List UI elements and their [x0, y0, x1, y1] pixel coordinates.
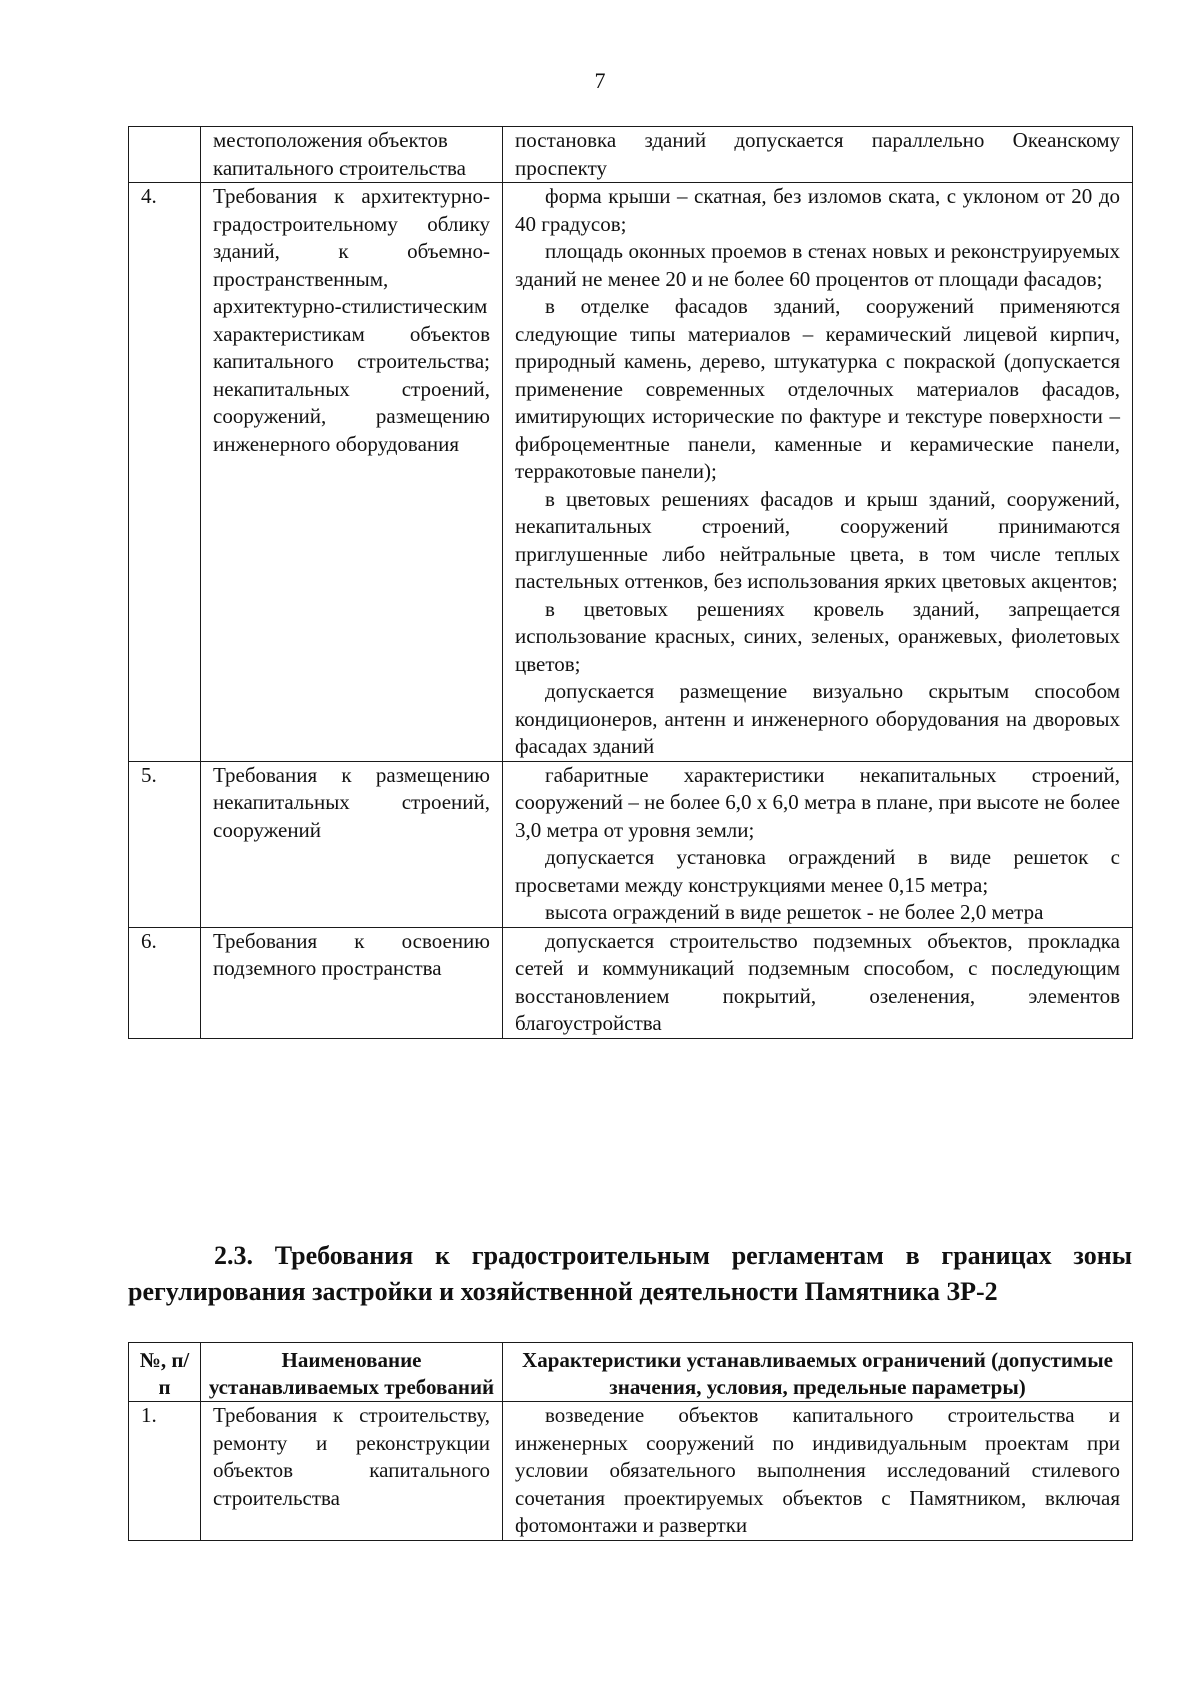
- table-row: [129, 1402, 1133, 1541]
- requirement-characteristics: [503, 127, 1133, 183]
- row-number: 4.: [129, 183, 201, 762]
- row-number: [129, 127, 201, 183]
- requirement-name: Требования к строительству, ремонту и реконструкции объектов капитального строительства: [201, 1402, 503, 1541]
- characteristic-paragraph: в отделке фасадов зданий, сооружений применяются следующие типы материалов – керамический лицевой кирпич, природный камень, дерево, штукатурка с покраской (допускается применение современных отделочных материалов фасадов, имитирующих исторические по фактуре и текстуре поверхности – фиброцементные панели, каменные и керамические панели, терракотовые панели);: [515, 294, 1120, 483]
- characteristic-paragraph: в цветовых решениях кровель зданий, запрещается использование красных, синих, зеленых, оранжевых, фиолетовых цветов;: [515, 596, 1120, 676]
- column-header-characteristics: Характеристики устанавливаемых ограничений (допустимые значения, условия, предельные параметры): [503, 1343, 1133, 1402]
- table-header-row: [129, 1343, 1133, 1402]
- requirement-name: местоположения объектов капитального строительства: [201, 127, 503, 183]
- characteristic-paragraph: высота ограждений в виде решеток - не более 2,0 метра: [545, 900, 1044, 924]
- requirement-characteristics: [503, 927, 1133, 1038]
- characteristic-paragraph: допускается установка ограждений в виде решеток с просветами между конструкциями менее 0,15 метра;: [515, 845, 1120, 897]
- requirement-characteristics: [503, 761, 1133, 927]
- column-header-number: №, п/п: [129, 1343, 201, 1402]
- row-number: 6.: [129, 927, 201, 1038]
- row-number: 1.: [129, 1402, 201, 1541]
- characteristic-paragraph: постановка зданий допускается параллельно Океанскому проспекту: [515, 128, 1120, 180]
- characteristic-paragraph: площадь оконных проемов в стенах новых и реконструируемых зданий не менее 20 и не более 60 процентов от площади фасадов;: [515, 239, 1120, 291]
- characteristic-paragraph: допускается размещение визуально скрытым способом кондиционеров, антенн и инженерного оборудования на дворовых фасадах зданий: [515, 679, 1120, 758]
- table-row: [129, 127, 1133, 183]
- zone-requirements-table: [128, 1342, 1133, 1541]
- requirement-characteristics: [503, 1402, 1133, 1541]
- characteristic-paragraph: в цветовых решениях фасадов и крыш зданий, сооружений, некапитальных строений, сооружений принимаются приглушенные либо нейтральные цвета, в том числе теплых пастельных оттенков, без использования ярких цветовых акцентов;: [515, 486, 1120, 593]
- table-row: [129, 927, 1133, 1038]
- requirements-table-continued: [128, 126, 1133, 1039]
- table-row: [129, 761, 1133, 927]
- characteristic-paragraph: допускается строительство подземных объектов, прокладка сетей и коммуникаций подземным способом, с последующим восстановлением покрытий, озеленения, элементов благоустройства: [515, 928, 1120, 1035]
- requirement-name: Требования к освоению подземного пространства: [201, 927, 503, 1038]
- row-number: 5.: [129, 761, 201, 927]
- characteristic-paragraph: форма крыши – скатная, без изломов ската, с уклоном от 20 до 40 градусов;: [515, 184, 1120, 236]
- requirement-characteristics: [503, 183, 1133, 762]
- column-header-name: Наименование устанавливаемых требований: [201, 1343, 503, 1402]
- requirement-name: Требования к архитектурно-градостроительному облику зданий, к объемно-пространственным, архитектурно-стилистическим характеристикам объектов капитального строительства; некапитальных строений, сооружений, размещению инженерного оборудования: [201, 183, 503, 762]
- page-number: 7: [594, 68, 606, 93]
- requirement-name: Требования к размещению некапитальных строений, сооружений: [201, 761, 503, 927]
- section-heading: 2.3. Требования к градостроительным регламентам в границах зоны регулирования застройки и хозяйственной деятельности Памятника ЗР-2: [128, 1241, 1132, 1306]
- characteristic-paragraph: возведение объектов капитального строительства и инженерных сооружений по индивидуальным проектам при условии обязательного выполнения исследований стилевого сочетания проектируемых объектов с Памятником, включая фотомонтажи и развертки: [515, 1403, 1120, 1537]
- table-row: [129, 183, 1133, 762]
- characteristic-paragraph: габаритные характеристики некапитальных строений, сооружений – не более 6,0 х 6,0 метра в плане, при высоте не более 3,0 метра от уровня земли;: [515, 762, 1120, 842]
